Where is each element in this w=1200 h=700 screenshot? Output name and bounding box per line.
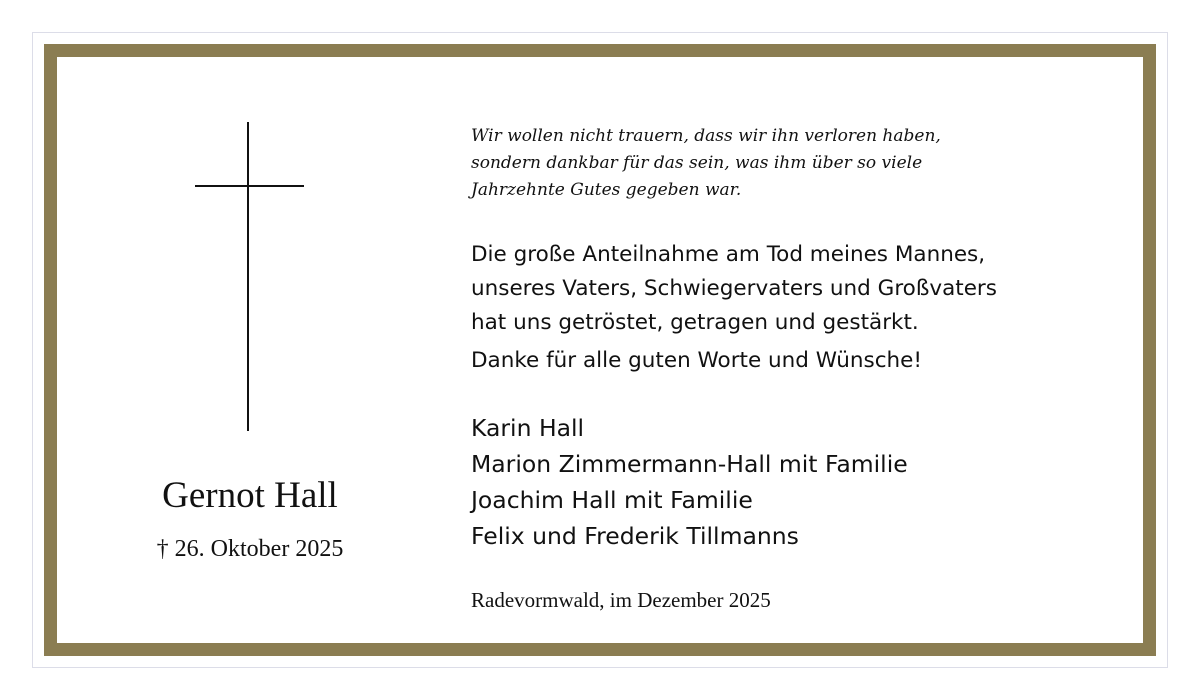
message-line: Die große Anteilnahme am Tod meines Mannes, <box>471 242 986 267</box>
thanks-line: Danke für alle guten Worte und Wünsche! <box>471 348 923 373</box>
family-member: Marion Zimmermann-Hall mit Familie <box>471 450 908 478</box>
deceased-name: Gernot Hall <box>162 475 338 516</box>
quote-line: Wir wollen nicht trauern, dass wir ihn verloren haben, <box>471 126 941 146</box>
cross-horizontal-bar <box>195 185 304 187</box>
quote-line: Jahrzehnte Gutes gegeben war. <box>471 180 742 200</box>
family-member: Joachim Hall mit Familie <box>471 486 753 514</box>
message-line: hat uns getröstet, getragen und gestärkt. <box>471 310 919 335</box>
family-member: Karin Hall <box>471 414 585 442</box>
place-date: Radevormwald, im Dezember 2025 <box>471 588 771 612</box>
family-list <box>471 410 908 554</box>
quote-block <box>471 123 941 204</box>
death-date: † 26. Oktober 2025 <box>156 536 344 562</box>
quote-line: sondern dankbar für das sein, was ihm über so viele <box>471 153 923 173</box>
cross-vertical-bar <box>247 122 249 431</box>
family-member: Felix und Frederik Tillmanns <box>471 522 799 550</box>
message-block <box>471 238 997 340</box>
message-line: unseres Vaters, Schwiegervaters und Großvaters <box>471 276 997 301</box>
